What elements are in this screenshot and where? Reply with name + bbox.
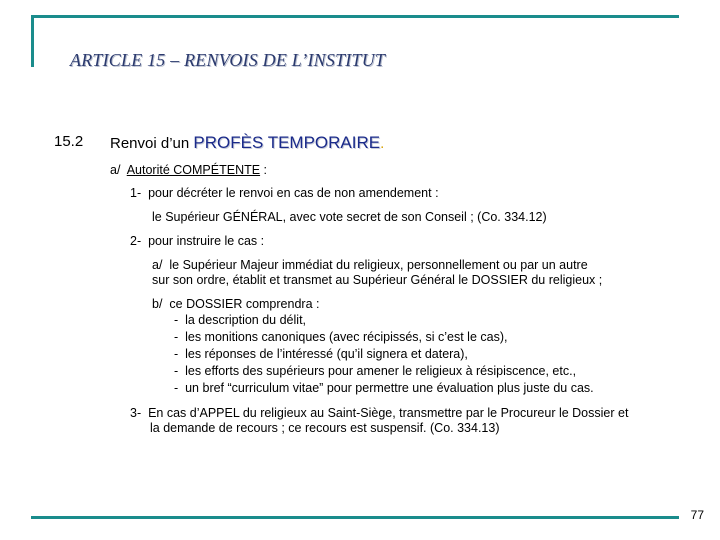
section-heading-keyword: PROFÈS TEMPORAIRE: [193, 133, 381, 152]
item-1-line: [130, 186, 439, 201]
dossier-bullet: - les réponses de l’intéressé (qu’il signera et datera),: [174, 347, 468, 361]
item-3-line-1: [130, 406, 628, 421]
item-2-rest: :: [257, 234, 265, 248]
item-1-label: 1-: [130, 186, 142, 200]
dossier-bullet-text: les efforts des supérieurs pour amener le religieux à résipiscence, etc.,: [185, 364, 577, 378]
sub-b-bold: DOSSIER: [186, 297, 243, 311]
dossier-bullet: - les efforts des supérieurs pour amener le religieux à résipiscence, etc.,: [174, 364, 577, 378]
sub-a-line-2: sur son ordre, établit et transmet au Supérieur Général le DOSSIER du religieux ;: [152, 273, 603, 287]
part-a-label: a/: [110, 163, 121, 177]
item-1-detail: le Supérieur GÉNÉRAL, avec vote secret de son Conseil ; (Co. 334.12): [152, 210, 547, 224]
page-number: 77: [690, 508, 704, 522]
part-a-heading-bold: Autorité COMPÉTENTE: [126, 163, 261, 177]
item-2-line: [130, 234, 264, 249]
item-3-line-1-rest: du religieux au Saint-Siège, transmettre par le Procureur le Dossier et: [239, 406, 629, 420]
item-1-rest: en cas de non amendement :: [273, 186, 439, 200]
bottom-rule: [31, 516, 679, 519]
dossier-bullet-text: les monitions canoniques (avec récipissés, si c’est le cas),: [185, 330, 508, 344]
sub-a-line-1: [152, 258, 588, 273]
dossier-bullet: - les monitions canoniques (avec récipissés, si c’est le cas),: [174, 330, 508, 344]
sub-b-rest: comprendra :: [242, 297, 320, 311]
section-heading-suffix: .: [380, 135, 385, 152]
dossier-bullet: - la description du délit,: [174, 313, 307, 327]
section-heading-prefix: Renvoi d’un: [110, 135, 194, 152]
item-3-label: 3-: [130, 406, 142, 420]
item-2-label: 2-: [130, 234, 142, 248]
sub-b-prefix: ce: [169, 297, 187, 311]
section-heading: [110, 133, 384, 153]
item-1-bold: pour décréter le renvoi: [148, 186, 274, 200]
part-a-heading: [110, 163, 267, 178]
page-title: ARTICLE 15 – RENVOIS DE L’INSTITUT: [70, 50, 386, 70]
dossier-bullet: - un bref “curriculum vitae” pour permettre une évaluation plus juste du cas.: [174, 381, 594, 395]
item-3-bold: APPEL: [199, 406, 240, 420]
sub-a-text-1: le Supérieur Majeur immédiat du religieux, personnellement ou par un autre: [169, 258, 588, 272]
sub-a-label: a/: [152, 258, 163, 272]
dossier-bullet-text: les réponses de l’intéressé (qu’il signera et datera),: [185, 347, 468, 361]
item-2-bold: pour instruire le cas: [148, 234, 258, 248]
item-3-prefix: En cas d’: [148, 406, 200, 420]
item-3-line-2: la demande de recours ; ce recours est suspensif. (Co. 334.13): [150, 421, 500, 435]
part-a-heading-rest: :: [260, 163, 268, 177]
top-rule: [31, 15, 679, 18]
dossier-bullet-text: un bref “curriculum vitae” pour permettre une évaluation plus juste du cas.: [185, 381, 594, 395]
sub-b-line: [152, 297, 319, 312]
left-rule: [31, 15, 34, 67]
section-number: 15.2: [54, 133, 84, 150]
sub-b-label: b/: [152, 297, 163, 311]
dossier-bullet-text: la description du délit,: [185, 313, 307, 327]
